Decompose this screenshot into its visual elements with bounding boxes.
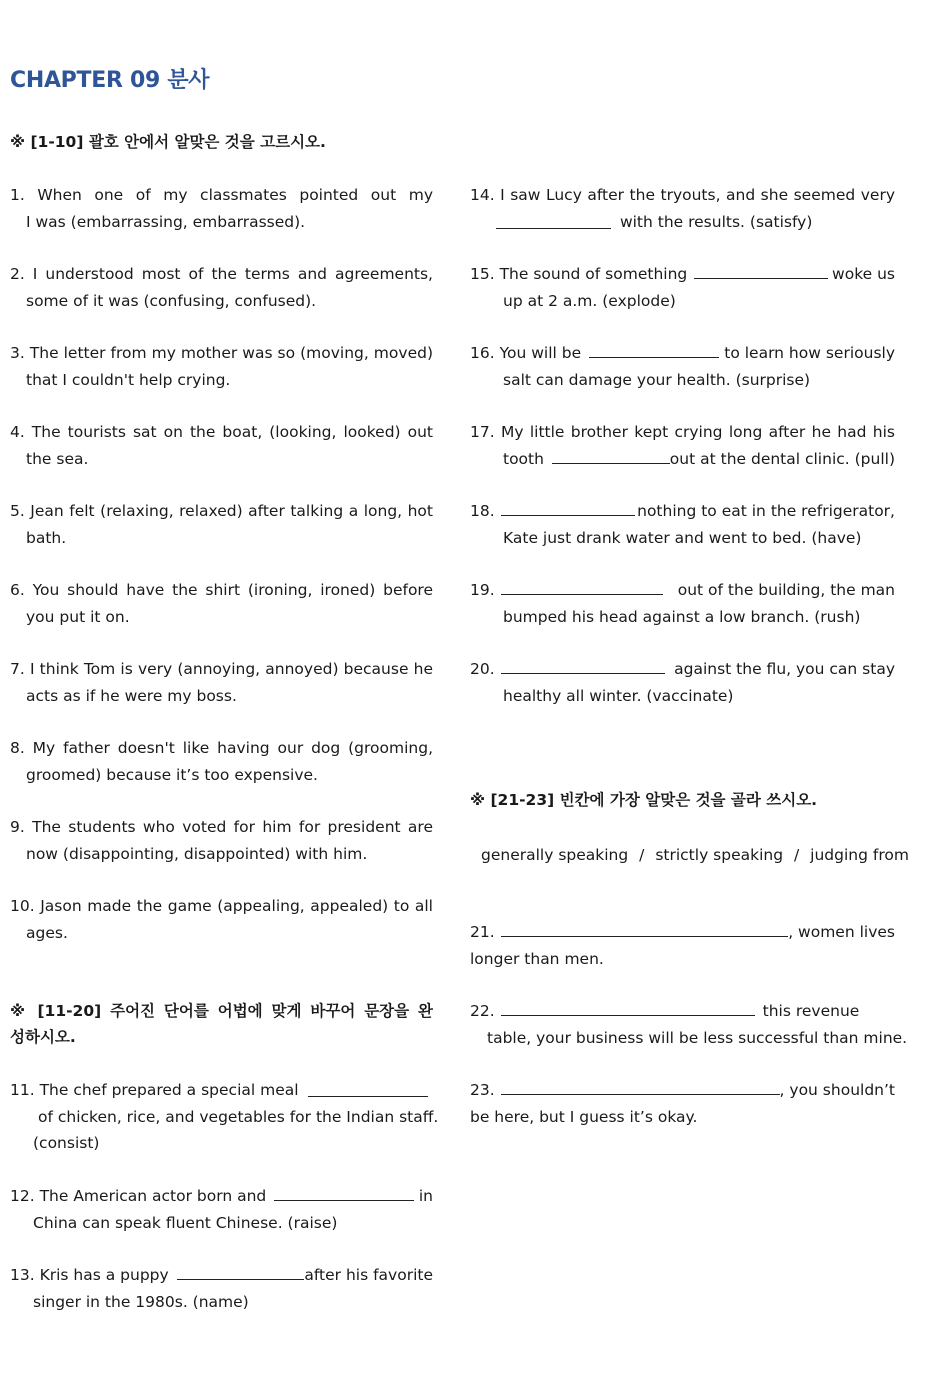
answer-blank-16[interactable] <box>589 342 719 359</box>
section-header-11-20 <box>10 998 433 1050</box>
question-4-line-2: the sea. <box>26 449 89 468</box>
question-9-line-1: 9. The students who voted for him for president are <box>10 818 433 836</box>
question-10 <box>10 893 433 946</box>
question-19-text-before: 19. <box>470 581 495 599</box>
option-judging-from: judging from <box>810 846 909 864</box>
question-14 <box>470 182 895 235</box>
question-23-line-2: be here, but I guess it’s okay. <box>470 1107 698 1126</box>
question-16 <box>470 340 895 393</box>
question-20-line-2: healthy all winter. (vaccinate) <box>503 686 734 705</box>
question-22-line-2: table, your business will be less successful than mine. <box>487 1028 908 1047</box>
question-9-line-2: now (disappointing, disappointed) with him. <box>26 844 368 863</box>
answer-blank-18[interactable] <box>501 500 635 517</box>
question-22-text-before: 22. <box>470 1002 495 1020</box>
question-19-line-1 <box>470 577 895 604</box>
question-13 <box>10 1262 433 1315</box>
question-7 <box>10 656 433 709</box>
answer-blank-23[interactable] <box>501 1079 780 1096</box>
question-17 <box>470 419 895 472</box>
answer-blank-21[interactable] <box>501 921 789 938</box>
question-13-line-2: singer in the 1980s. (name) <box>33 1292 249 1311</box>
question-17-line-2 <box>470 446 895 473</box>
question-3-line-1: 3. The letter from my mother was so (moving, moved) <box>10 344 433 362</box>
question-11-line-2: of chicken, rice, and vegetables for the Indian staff. <box>38 1107 439 1126</box>
question-6 <box>10 577 433 630</box>
question-9 <box>10 814 433 867</box>
question-4-line-1: 4. The tourists sat on the boat, (looking, looked) out <box>10 423 433 441</box>
question-20-text-before: 20. <box>470 660 495 678</box>
question-13-line-1 <box>10 1262 433 1289</box>
question-22-text-after: this revenue <box>762 1002 860 1020</box>
question-10-line-1: 10. Jason made the game (appealing, appealed) to all <box>10 897 433 915</box>
question-19-line-2: bumped his head against a low branch. (rush) <box>503 607 861 626</box>
option-strictly-speaking: strictly speaking <box>655 846 784 864</box>
answer-blank-17[interactable] <box>552 447 670 464</box>
question-8-line-1: 8. My father doesn't like having our dog (grooming, <box>10 739 433 757</box>
question-2-line-1: 2. I understood most of the terms and agreements, <box>10 265 433 283</box>
question-16-text-before: 16. You will be <box>470 344 582 362</box>
question-6-line-1: 6. You should have the shirt (ironing, ironed) before <box>10 581 433 599</box>
question-16-line-2: salt can damage your health. (surprise) <box>503 370 811 389</box>
question-16-line-1 <box>470 340 895 367</box>
question-14-line-2 <box>470 209 895 236</box>
question-23-line-1 <box>470 1077 895 1104</box>
section-header-11-20-line-2: 성하시오. <box>10 1028 76 1046</box>
question-23 <box>470 1077 895 1130</box>
question-17-line-1: 17. My little brother kept crying long after he had his <box>470 423 895 441</box>
question-12-text-after: in <box>418 1187 433 1205</box>
question-18 <box>470 498 895 551</box>
question-18-line-1 <box>470 498 895 525</box>
question-23-text-after: , you shouldn’t <box>779 1081 895 1099</box>
question-3-line-2: that I couldn't help crying. <box>26 370 231 389</box>
answer-blank-13[interactable] <box>177 1264 305 1281</box>
question-20 <box>470 656 895 709</box>
question-15-text-before: 15. The sound of something <box>470 265 688 283</box>
question-12-line-2: China can speak fluent Chinese. (raise) <box>33 1213 338 1232</box>
question-21-line-2: longer than men. <box>470 949 604 968</box>
question-1-line-1: 1. When one of my classmates pointed out my <box>10 186 433 204</box>
question-21 <box>470 919 895 972</box>
answer-blank-22[interactable] <box>501 1000 755 1017</box>
question-18-text-after: nothing to eat in the refrigerator, <box>637 502 895 520</box>
section-header-11-20-line-1: ※ [11-20] 주어진 단어를 어법에 맞게 바꾸어 문장을 완 <box>10 1002 433 1020</box>
question-16-text-after: to learn how seriously <box>724 344 895 362</box>
question-14-text-after: with the results. (satisfy) <box>619 212 813 231</box>
option-box <box>481 842 909 868</box>
question-8-line-2: groomed) because it’s too expensive. <box>26 765 318 784</box>
answer-blank-15[interactable] <box>694 263 828 280</box>
question-22-line-1 <box>470 998 895 1025</box>
question-20-line-1 <box>470 656 895 683</box>
question-11-line-3: (consist) <box>33 1134 100 1152</box>
answer-blank-12[interactable] <box>274 1185 414 1202</box>
option-separator-2: / <box>794 846 800 864</box>
question-18-line-2: Kate just drank water and went to bed. (have) <box>503 528 862 547</box>
question-19-text-after: out of the building, the man <box>677 581 895 599</box>
question-15 <box>470 261 895 314</box>
question-11-line-1 <box>10 1077 433 1104</box>
question-8 <box>10 735 433 788</box>
question-2 <box>10 261 433 314</box>
question-15-line-2: up at 2 a.m. (explode) <box>503 291 676 310</box>
question-5-line-1: 5. Jean felt (relaxing, relaxed) after talking a long, hot <box>10 502 433 520</box>
question-5-line-2: bath. <box>26 528 67 547</box>
answer-blank-20[interactable] <box>501 658 665 675</box>
question-17-text-before: tooth <box>503 449 544 468</box>
question-14-line-1: 14. I saw Lucy after the tryouts, and she seemed very <box>470 186 895 204</box>
section-header-21-23: ※ [21-23] 빈칸에 가장 알맞은 것을 골라 쓰시오. <box>470 791 818 809</box>
question-20-text-after: against the flu, you can stay <box>674 660 895 678</box>
option-separator-1: / <box>639 846 645 864</box>
question-12-text-before: 12. The American actor born and <box>10 1187 267 1205</box>
question-21-line-1 <box>470 919 895 946</box>
question-11 <box>10 1077 439 1157</box>
section-header-1-10: ※ [1-10] 괄호 안에서 알맞은 것을 고르시오. <box>10 133 326 151</box>
answer-blank-19[interactable] <box>501 579 663 596</box>
question-19 <box>470 577 895 630</box>
question-6-line-2: you put it on. <box>26 607 130 626</box>
question-21-text-after: , women lives <box>788 923 895 941</box>
answer-blank-14[interactable] <box>496 212 611 229</box>
question-5 <box>10 498 433 551</box>
question-2-line-2: some of it was (confusing, confused). <box>26 291 317 310</box>
question-17-text-after: out at the dental clinic. (pull) <box>669 449 895 468</box>
question-12-line-1 <box>10 1183 433 1210</box>
question-1 <box>10 182 433 235</box>
option-generally-speaking: generally speaking <box>481 846 629 864</box>
question-23-text-before: 23. <box>470 1081 495 1099</box>
question-10-line-2: ages. <box>26 923 68 942</box>
question-15-text-after: woke us <box>832 265 895 283</box>
question-7-line-2: acts as if he were my boss. <box>26 686 237 705</box>
answer-blank-11[interactable] <box>308 1081 428 1098</box>
question-11-text-before: 11. The chef prepared a special meal <box>10 1081 299 1099</box>
question-4 <box>10 419 433 472</box>
question-15-line-1 <box>470 261 895 288</box>
question-7-line-1: 7. I think Tom is very (annoying, annoyed) because he <box>10 660 433 678</box>
question-1-line-2: I was (embarrassing, embarrassed). <box>26 212 306 231</box>
chapter-title: CHAPTER 09 분사 <box>10 68 210 93</box>
question-21-text-before: 21. <box>470 923 495 941</box>
question-18-text-before: 18. <box>470 502 495 520</box>
question-12 <box>10 1183 433 1236</box>
question-13-text-before: 13. Kris has a puppy <box>10 1266 169 1284</box>
question-13-text-after: after his favorite <box>304 1266 433 1284</box>
question-3 <box>10 340 433 393</box>
question-22 <box>470 998 908 1051</box>
